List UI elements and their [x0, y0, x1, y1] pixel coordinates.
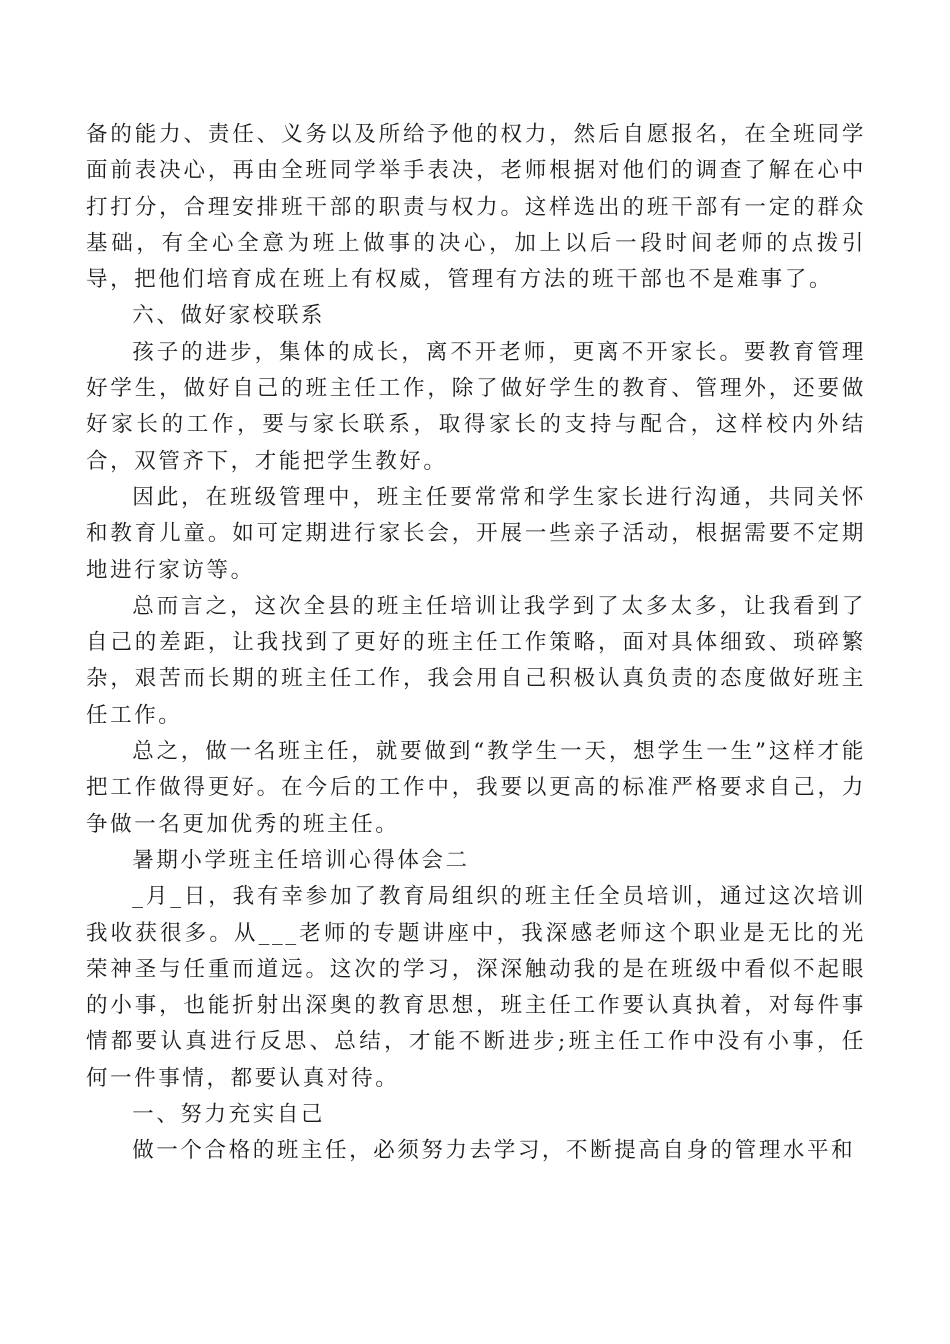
paragraph: _月_日，我有幸参加了教育局组织的班主任全员培训，通过这次培训我收获很多。从___老师的专题讲座中，我深感老师这个职业是无比的光荣神圣与任重而道远。这次的学习，深深触动我的是在班级中看似不起眼的小事，也能折射出深奥的教育思想，班主任工作要认真执着，对每件事情都要认真进行反思、总结，才能不断进步;班主任工作中没有小事，任何一件事情，都要认真对待。: [86, 884, 866, 1091]
paragraph: 总而言之，这次全县的班主任培训让我学到了太多太多，让我看到了自己的差距，让我找到了更好的班主任工作策略，面对具体细致、琐碎繁杂，艰苦而长期的班主任工作，我会用自己积极认真负责的态度做好班主任工作。: [86, 593, 866, 728]
section-heading-enrich-self: 一、努力充实自己: [132, 1102, 326, 1128]
paragraph: 做一个合格的班主任，必须努力去学习，不断提高自身的管理水平和: [132, 1138, 856, 1164]
article-title-two: 暑期小学班主任培训心得体会二: [132, 847, 470, 873]
paragraph: 总之，做一名班主任，就要做到“教学生一天，想学生一生”这样才能把工作做得更好。在今后的工作中，我要以更高的标准严格要求自己，力争做一名更加优秀的班主任。: [86, 739, 866, 837]
document-page: [86, 117, 866, 1170]
paragraph-continuation: 备的能力、责任、义务以及所给予他的权力，然后自愿报名，在全班同学面前表决心，再由全班同学举手表决，老师根据对他们的调查了解在心中打打分，合理安排班干部的职责与权力。这样选出的班干部有一定的群众基础，有全心全意为班上做事的决心，加上以后一段时间老师的点拨引导，把他们培育成在班上有权威，管理有方法的班干部也不是难事了。: [86, 122, 866, 293]
section-heading-home-school: 六、做好家校联系: [132, 303, 326, 329]
paragraph: 孩子的进步，集体的成长，离不开老师，更离不开家长。要教育管理好学生，做好自己的班主任工作，除了做好学生的教育、管理外，还要做好家长的工作，要与家长联系，取得家长的支持与配合，这样校内外结合，双管齐下，才能把学生教好。: [86, 339, 866, 474]
paragraph: 因此，在班级管理中，班主任要常常和学生家长进行沟通，共同关怀和教育儿童。如可定期进行家长会，开展一些亲子活动，根据需要不定期地进行家访等。: [86, 484, 866, 583]
